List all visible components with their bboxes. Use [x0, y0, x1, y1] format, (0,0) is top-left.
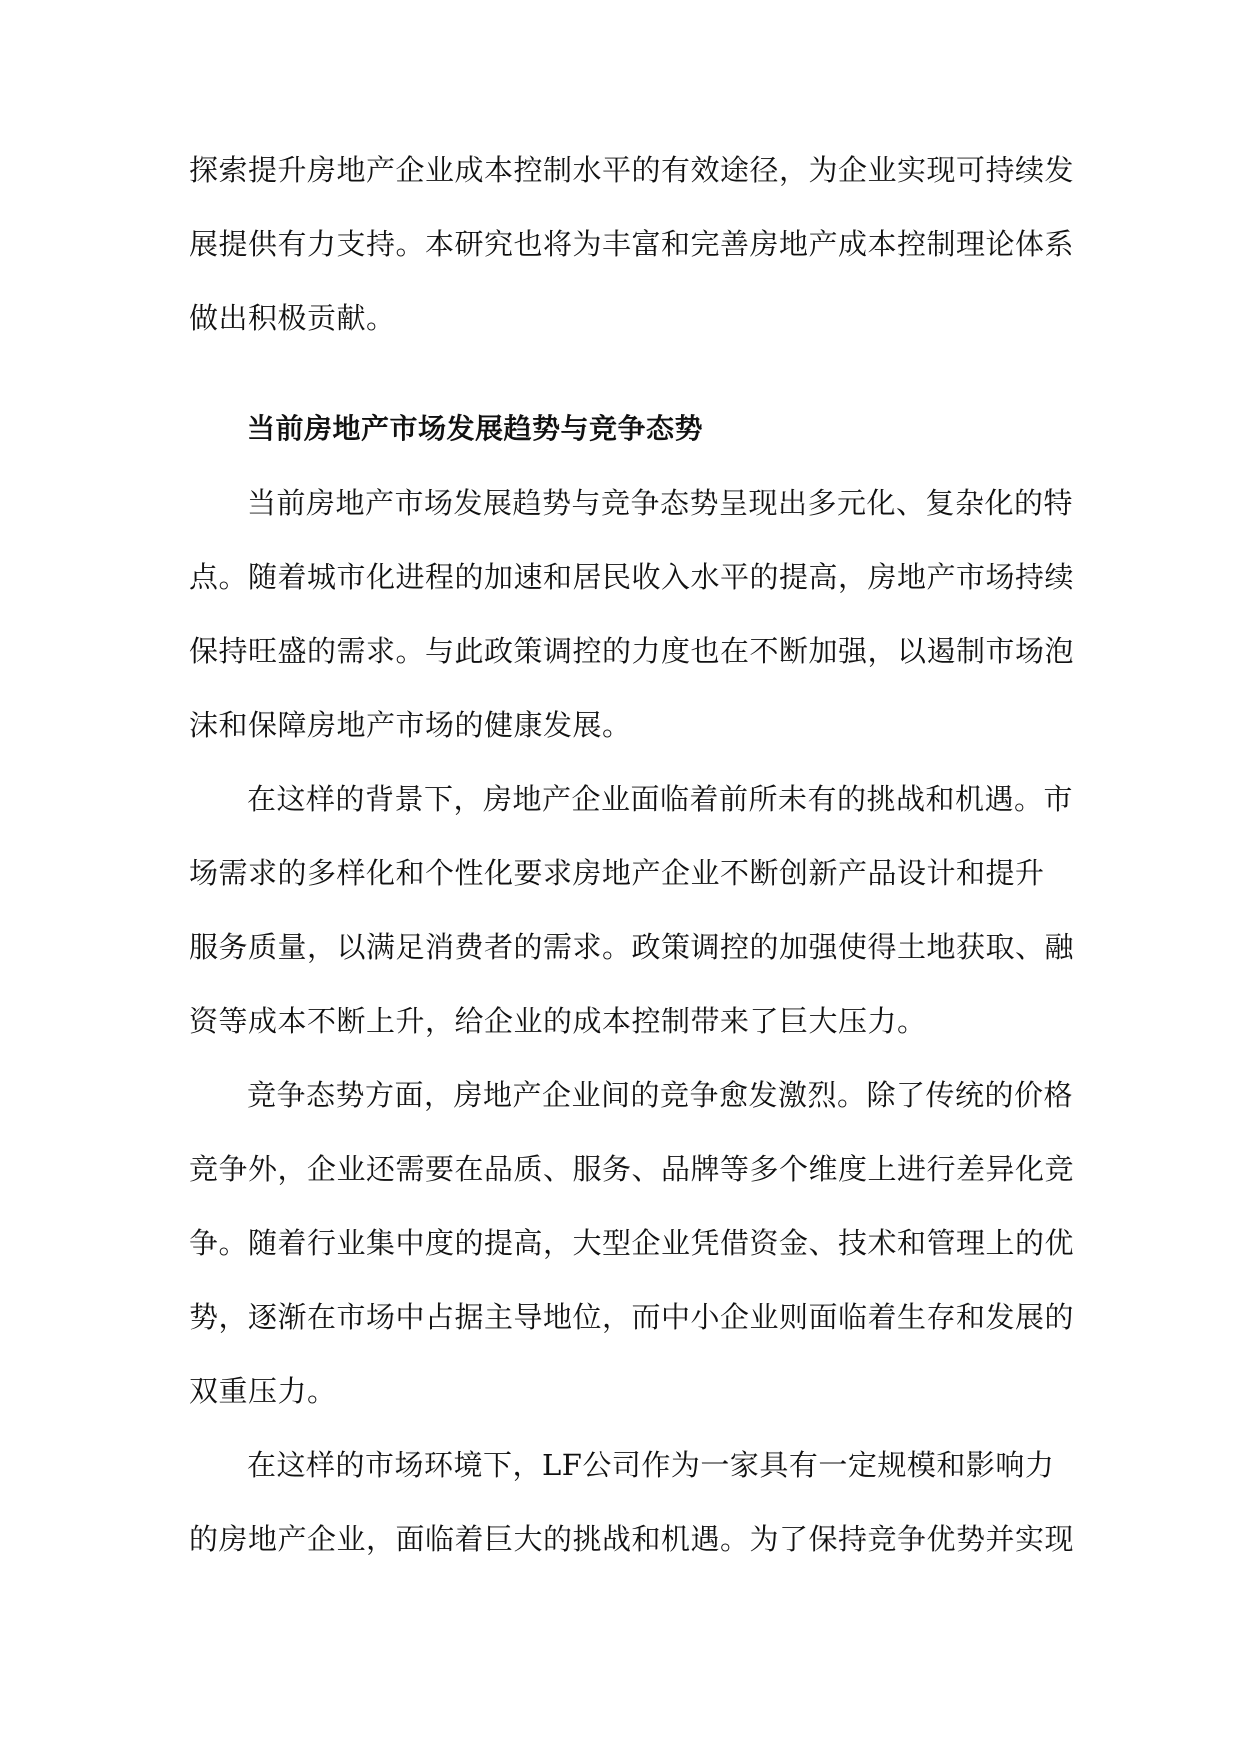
text-line: 在这样的背景下，房地产企业面临着前所未有的挑战和机遇。市 [247, 782, 1074, 816]
text-line: 做出积极贡献。 [189, 301, 396, 335]
text-line: 双重压力。 [189, 1374, 337, 1408]
text-line: 竞争态势方面，房地产企业间的竞争愈发激烈。除了传统的价格 [247, 1078, 1074, 1112]
text-line: 当前房地产市场发展趋势与竞争态势呈现出多元化、复杂化的特 [247, 486, 1074, 520]
text-line: 的房地产企业，面临着巨大的挑战和机遇。为了保持竞争优势并实现 [189, 1522, 1075, 1556]
text-line: 场需求的多样化和个性化要求房地产企业不断创新产品设计和提升 [189, 856, 1045, 890]
text-line: 资等成本不断上升，给企业的成本控制带来了巨大压力。 [189, 1004, 927, 1038]
text-line: 探索提升房地产企业成本控制水平的有效途径，为企业实现可持续发 [189, 153, 1075, 187]
text-line: 展提供有力支持。本研究也将为丰富和完善房地产成本控制理论体系 [189, 227, 1075, 261]
text-line: 保持旺盛的需求。与此政策调控的力度也在不断加强，以遏制市场泡 [189, 634, 1075, 668]
text-line: 争。随着行业集中度的提高，大型企业凭借资金、技术和管理上的优 [189, 1226, 1075, 1260]
text-line: 服务质量，以满足消费者的需求。政策调控的加强使得土地获取、融 [189, 930, 1075, 964]
text-line: 点。随着城市化进程的加速和居民收入水平的提高，房地产市场持续 [189, 560, 1075, 594]
text-line: 竞争外，企业还需要在品质、服务、品牌等多个维度上进行差异化竞 [189, 1152, 1075, 1186]
text-line: 沫和保障房地产市场的健康发展。 [189, 708, 632, 742]
section-heading: 当前房地产市场发展趋势与竞争态势 [247, 412, 704, 445]
text-line: 在这样的市场环境下，LF公司作为一家具有一定规模和影响力 [247, 1448, 1055, 1482]
text-line: 势，逐渐在市场中占据主导地位，而中小企业则面临着生存和发展的 [189, 1300, 1075, 1334]
